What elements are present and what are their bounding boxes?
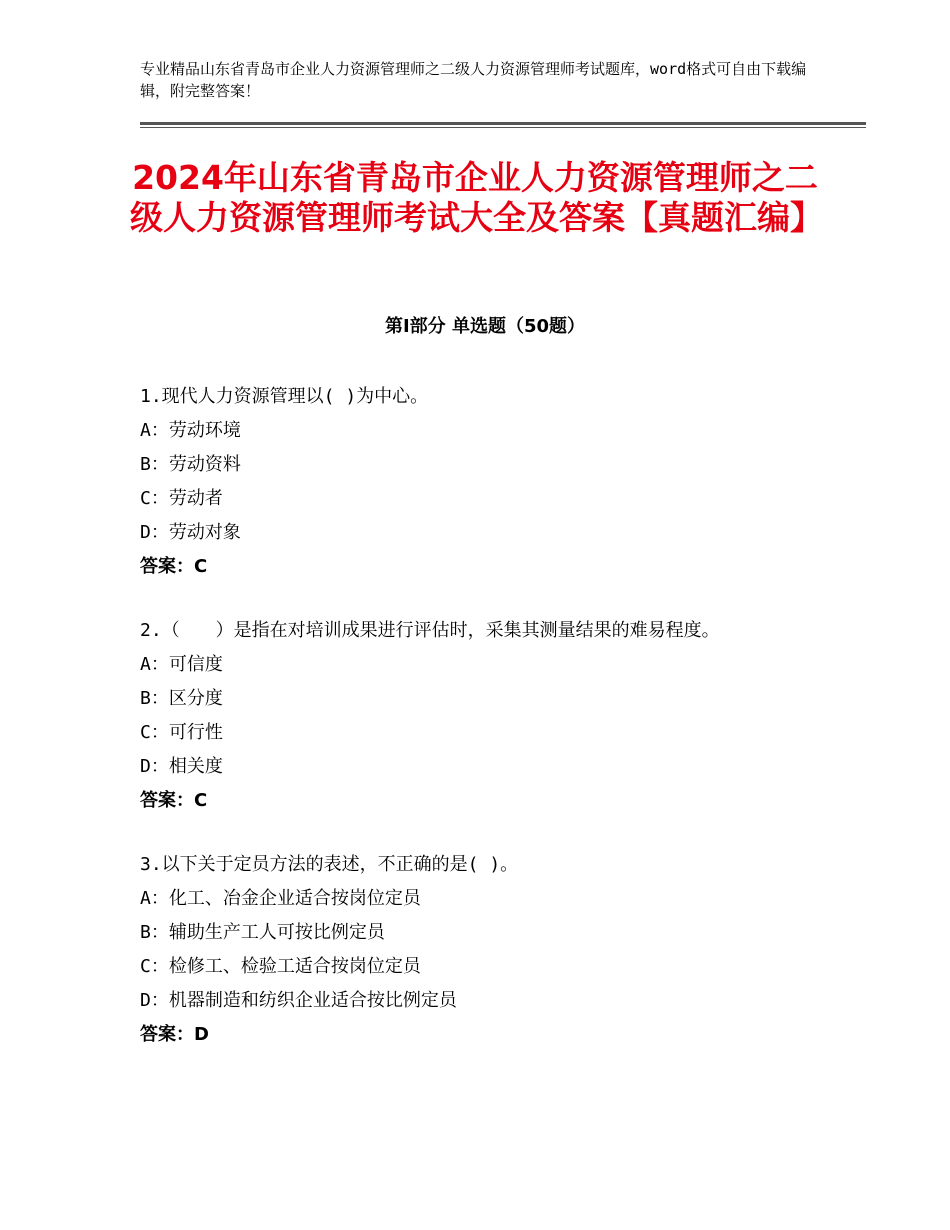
header-rule-thick — [140, 122, 866, 125]
option-c: C：劳动者 — [140, 488, 223, 509]
question-list — [140, 380, 820, 1082]
answer: 答案：D — [140, 1024, 209, 1045]
question-1 — [140, 380, 820, 584]
option-b: B：区分度 — [140, 688, 223, 709]
option-a: A：化工、冶金企业适合按岗位定员 — [140, 888, 421, 909]
header-rule-thin — [140, 127, 866, 128]
option-c: C：检修工、检验工适合按岗位定员 — [140, 956, 421, 977]
option-d: D：相关度 — [140, 756, 223, 777]
option-b: B：劳动资料 — [140, 454, 241, 475]
section-title: 第Ⅰ部分 单选题（50题） — [384, 316, 585, 337]
document-title: 2024年山东省青岛市企业人力资源管理师之二级人力资源管理师考试大全及答案【真题汇编】 — [130, 158, 823, 237]
header-note: 专业精品山东省青岛市企业人力资源管理师之二级人力资源管理师考试题库，word格式可自由下载编辑，附完整答案！ — [140, 60, 807, 100]
answer: 答案：C — [140, 556, 208, 577]
option-b: B：辅助生产工人可按比例定员 — [140, 922, 385, 943]
question-text: 3.以下关于定员方法的表述，不正确的是( )。 — [140, 854, 519, 875]
option-a: A：可信度 — [140, 654, 223, 675]
option-c: C：可行性 — [140, 722, 223, 743]
option-d: D：机器制造和纺织企业适合按比例定员 — [140, 990, 457, 1011]
option-d: D：劳动对象 — [140, 522, 241, 543]
answer: 答案：C — [140, 790, 208, 811]
question-text: 2.（ ）是指在对培训成果进行评估时，采集其测量结果的难易程度。 — [140, 620, 720, 641]
question-text: 1.现代人力资源管理以( )为中心。 — [140, 386, 429, 407]
question-3 — [140, 848, 820, 1052]
question-2 — [140, 614, 820, 818]
option-a: A：劳动环境 — [140, 420, 241, 441]
